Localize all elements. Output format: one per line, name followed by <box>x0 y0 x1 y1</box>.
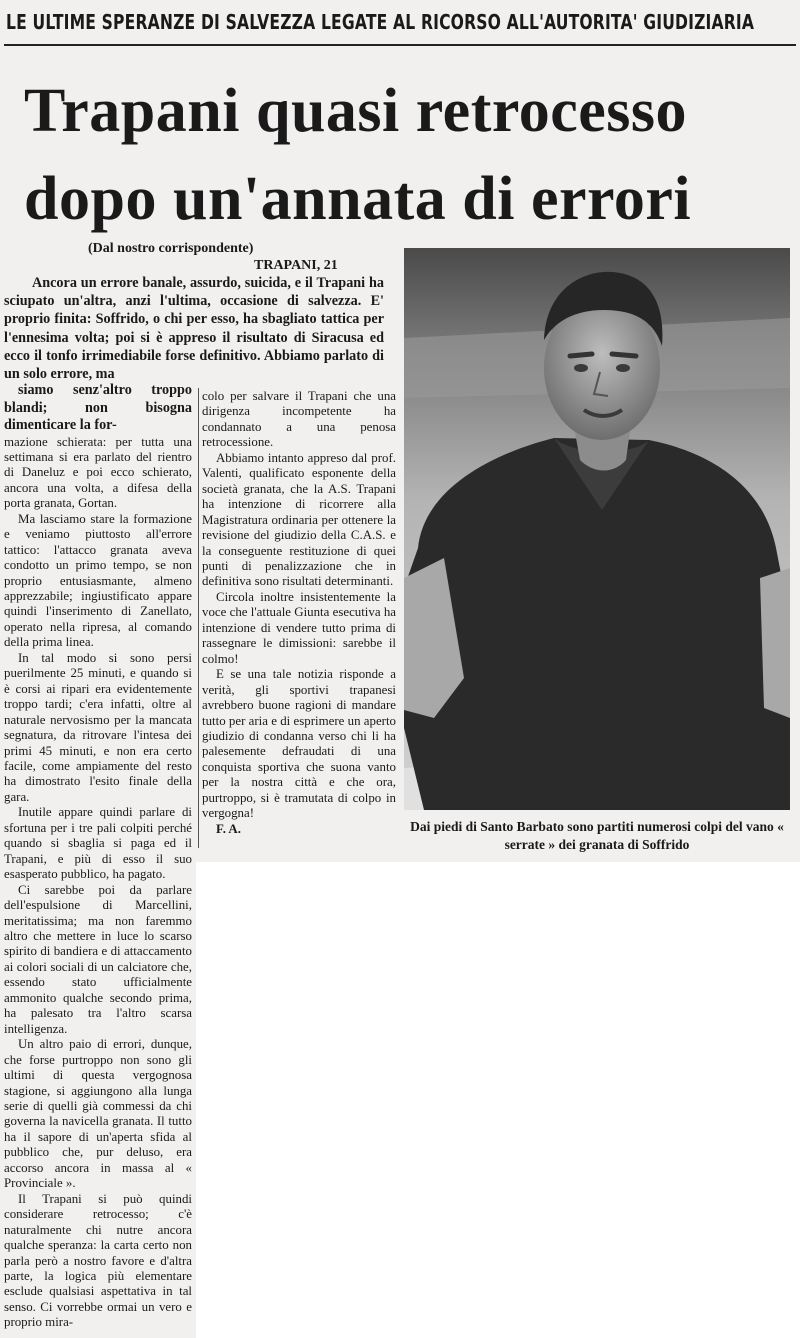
paragraph: mazione schierata: per tutta una settimana si era parlato del rientro di Daneluz e poi ecco schierato, ancora una volta, a difesa della porta granata, Gortan. <box>4 434 192 511</box>
headline-line-1: Trapani quasi retrocesso <box>24 77 688 145</box>
kicker-rule <box>4 44 796 46</box>
paragraph: Inutile appare quindi parlare di sfortuna per i tre pali colpiti perché quando si sbaglia si paga ed il Trapani, e più di esso il suo esasperato pubblico, ha pagato. <box>4 805 192 882</box>
column-divider <box>198 388 199 848</box>
column-2 <box>202 389 396 837</box>
paragraph: Il Trapani si può quindi considerare retrocesso; c'è naturalmente chi nutre ancora qualche speranza: la carta certo non parla però a nostro favore e d'altra parte, la logica più elementare esclude qualsiasi aspettativa in tal senso. Ci vorrebbe ormai un vero e proprio mira- <box>4 1191 192 1330</box>
paragraph: Circola inoltre insistentemente la voce che l'attuale Giunta esecutiva ha intenzione di vendere tutto prima di rassegnare le dimissioni: sarebbe il colmo! <box>202 589 396 666</box>
column-1-lead: siamo senz'altro troppo blandi; non bisogna dimenticare la for- <box>4 382 192 433</box>
player-photo <box>404 248 790 810</box>
paragraph: Abbiamo intanto appreso dal prof. Valenti, qualificato esponente della società granata, che la A.S. Trapani ha intenzione di ricorrere alla Magistratura ordinaria per ottenere la revisione del giudizio della C.A.S. e la conseguente restituzione di quei punti di penalizzazione che in definitiva sono risultati determinanti. <box>202 450 396 589</box>
paragraph: In tal modo si sono persi puerilmente 25 minuti, e quando si è corsi ai ripari era evidentemente troppo tardi; c'era infatti, oltre al naturale nervosismo per la mancata segnatura, da ritrovare l'intesa dei primi 45 minuti, e non era certo facile, come ampiamente del resto ha dimostrato l'esito finale della gara. <box>4 650 192 804</box>
paragraph: colo per salvare il Trapani che una dirigenza incompetente ha condannato a una penosa retrocessione. <box>202 389 396 450</box>
paragraph: Ma lasciamo stare la formazione e veniamo piuttosto all'errore tattico: l'attacco granata aveva condotto un primo tempo, se non proprio entusiasmante, almeno apprezzabile; ingiustificato appare quindi l'inserimento di Zanellato, operato nella ripresa, al comando della prima linea. <box>4 511 192 650</box>
kicker: LE ULTIME SPERANZE DI SALVEZZA LEGATE AL RICORSO ALL'AUTORITA' GIUDIZIARIA <box>6 10 755 34</box>
dateline: TRAPANI, 21 <box>254 258 338 273</box>
paragraph: E se una tale notizia risponde a verità, gli sportivi trapanesi avrebbero buone ragioni di mandare tutto per aria e di esprimere un aperto giudizio di condanna verso chi li ha palesemente defraudati di una conquista sportiva che suona vanto per la nostra città e che ora, purtroppo, si è tramutata di colpo in vergogna! <box>202 667 396 821</box>
paragraph: Ci sarebbe poi da parlare dell'espulsione di Marcellini, meritatissima; ma non faremmo altro che mettere in luce lo scarso spirito di bandiera e di attaccamento ai colori sociali di un calciatore che, essendo stato ufficialmente ammonito qualche secondo prima, ha palesato tra l'altro scarsa intelligenza. <box>4 882 192 1036</box>
lede <box>4 274 384 383</box>
signature: F. A. <box>216 821 241 836</box>
player-photo-illustration <box>404 248 790 810</box>
paragraph: Un altro paio di errori, dunque, che forse purtroppo non sono gli ultimi di questa vergognosa stagione, si aggiungono alla lunga serie di quelli già commessi da chi governa la navicella granata. Il tutto ha il sapore di un'aperta sfida al pubblico che, pur deluso, era accorso ancora in massa al « Provinciale ». <box>4 1037 192 1191</box>
photo-caption: Dai piedi di Santo Barbato sono partiti numerosi colpi del vano « serrate » dei granata di Soffrido <box>410 819 784 852</box>
column-1 <box>4 382 192 1331</box>
lede-paragraph: Ancora un errore banale, assurdo, suicida, e il Trapani ha sciupato un'altra, anzi l'ultima, occasione di salvezza. E' proprio finita: Soffrido, o chi per esso, ha sbagliato tattica per l'ennesima volta; poi si è appreso il risultato di Siracusa ed ecco il tonfo irrimediabile forse definitivo. Abbiamo parlato di un solo errore, ma <box>4 275 384 383</box>
headline-line-2: dopo un'annata di errori <box>24 165 692 233</box>
byline: (Dal nostro corrispondente) <box>88 241 254 256</box>
